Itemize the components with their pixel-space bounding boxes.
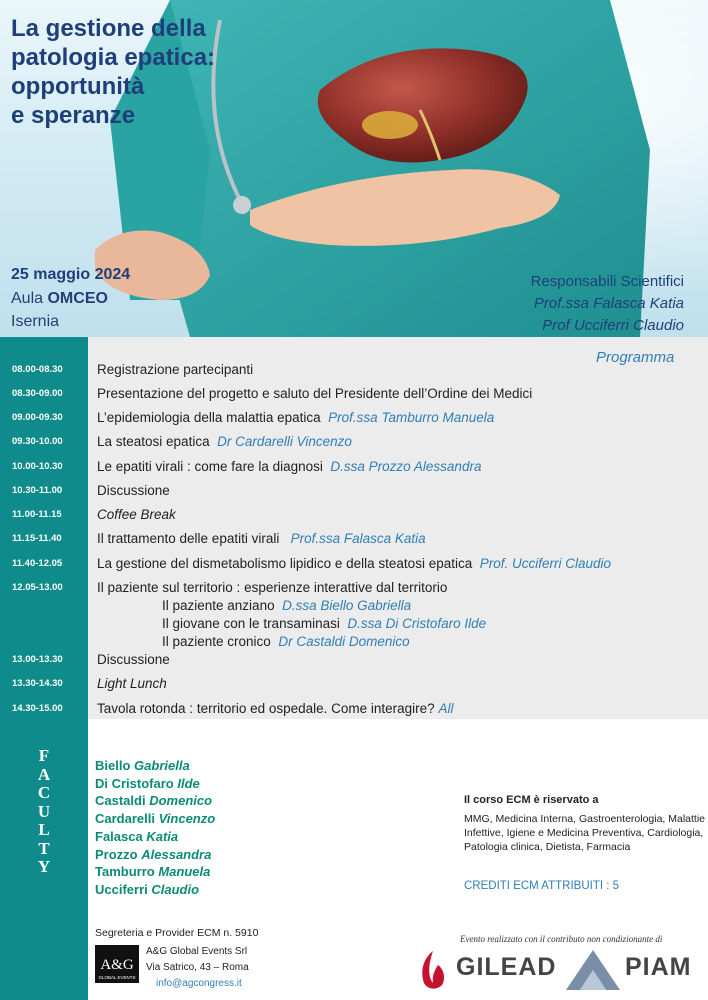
ag-logo-subtext: GLOBAL EVENTS	[98, 975, 136, 980]
program-time: 10.00-10.30	[12, 461, 63, 472]
event-venue	[11, 290, 108, 308]
faculty-list	[95, 757, 215, 899]
program-desc	[97, 556, 611, 571]
faculty-letter: C	[37, 783, 51, 802]
faculty-surname: Tamburro	[95, 864, 155, 880]
subitem-text: Il paziente anziano	[162, 598, 275, 613]
gilead-logo-text: GILEAD	[456, 953, 557, 981]
program-desc	[97, 386, 532, 401]
faculty-member	[95, 792, 215, 810]
program-text: Discussione	[97, 483, 170, 498]
program-desc	[97, 701, 453, 716]
provider-address: Via Satrico, 43 – Roma	[146, 962, 249, 973]
faculty-letter: T	[38, 838, 50, 858]
program-text: Il paziente sul territorio : esperienze interattive dal territorio	[97, 580, 448, 595]
faculty-surname: Falasca	[95, 828, 143, 844]
faculty-name: Claudio	[151, 881, 200, 897]
program-time: 09.00-09.30	[12, 412, 63, 423]
program-desc	[97, 483, 170, 498]
title-line: opportunità	[11, 73, 145, 100]
faculty-member	[95, 757, 215, 775]
program-time: 10.30-11.00	[12, 485, 63, 496]
ecm-audience: MMG, Medicina Interna, Gastroenterologia, Malattie Infettive, Igiene e Medicina Preventiva, Cardiologia, Patologia clinica, Dietista, Farmacia	[464, 813, 706, 854]
gilead-logo-icon	[418, 949, 448, 991]
faculty-surname: Biello	[95, 758, 131, 773]
ag-logo-text: A&G	[100, 957, 134, 973]
program-text: La gestione del dismetabolismo lipidico e della steatosi epatica	[97, 556, 473, 571]
subitem-speaker: Dr Castaldi Domenico	[278, 634, 410, 649]
program-text: Discussione	[97, 652, 170, 667]
piam-logo-text: PIAM	[625, 953, 692, 981]
hero-banner	[0, 0, 708, 337]
program-text: La steatosi epatica	[97, 434, 210, 449]
faculty-surname: Castaldi	[95, 793, 146, 809]
program-time: 11.15-11.40	[12, 533, 62, 544]
provider-label: Segreteria e Provider ECM n. 5910	[95, 927, 259, 939]
faculty-surname: Ucciferri	[95, 881, 148, 897]
program-time: 11.40-12.05	[12, 558, 63, 569]
program-time: 08.00-08.30	[12, 364, 63, 375]
program-text: Registrazione partecipanti	[97, 362, 254, 377]
faculty-member	[95, 810, 215, 828]
program-speaker: Prof.ssa Tamburro Manuela	[328, 410, 495, 425]
page-title	[11, 14, 241, 130]
program-time: 14.30-15.00	[12, 703, 63, 714]
faculty-name: Manuela	[158, 864, 211, 880]
provider-email-link[interactable]: info@agcongress.it	[156, 978, 242, 989]
faculty-letter: A	[37, 764, 51, 784]
faculty-letter: Y	[37, 857, 51, 876]
program-desc	[97, 362, 253, 377]
program-desc	[97, 580, 447, 595]
faculty-member	[95, 775, 215, 793]
program-speaker: Dr Cardarelli Vincenzo	[217, 434, 352, 449]
program-desc	[97, 459, 481, 474]
responsabile-name: Prof.ssa Falasca Katia	[533, 295, 684, 312]
faculty-name: Ilde	[177, 775, 200, 791]
faculty-surname: Di Cristofaro	[95, 775, 174, 791]
program-desc	[97, 434, 352, 449]
program-time: 08.30-09.00	[12, 388, 63, 399]
program-desc	[97, 531, 426, 546]
title-line: patologia epatica:	[11, 44, 216, 71]
program-text: Light Lunch	[97, 676, 167, 691]
program-text: Presentazione del progetto e saluto del Presidente dell’Ordine dei Medici	[97, 386, 533, 401]
provider-details	[146, 944, 249, 992]
ag-logo	[95, 945, 139, 983]
ag-logo-graphic	[95, 945, 139, 983]
faculty-member	[95, 846, 215, 864]
program-subitem	[162, 598, 411, 613]
faculty-name: Gabriella	[134, 758, 190, 773]
faculty-vertical-label	[36, 747, 52, 877]
program-time: 13.30-14.30	[12, 678, 63, 689]
program-time: 13.00-13.30	[12, 654, 63, 665]
venue-prefix: Aula	[11, 290, 44, 307]
faculty-name: Domenico	[149, 793, 213, 809]
faculty-member	[95, 828, 215, 846]
sponsor-note: Evento realizzato con il contributo non condizionante di	[460, 934, 663, 944]
event-date: 25 maggio 2024	[11, 266, 131, 283]
program-desc	[97, 507, 176, 522]
faculty-name: Katia	[146, 828, 179, 844]
program-time: 09.30-10.00	[12, 436, 63, 447]
program-desc	[97, 652, 170, 667]
program-time: 11.00-11.15	[12, 509, 62, 520]
subitem-speaker: D.ssa Di Cristofaro Ilde	[347, 616, 487, 631]
provider-company: A&G Global Events Srl	[146, 946, 248, 957]
program-text: L’epidemiologia della malattia epatica	[97, 410, 321, 425]
program-time: 12.05-13.00	[12, 582, 63, 593]
program-desc	[97, 676, 167, 691]
title-line: e speranze	[11, 102, 136, 129]
program-text: Le epatiti virali : come fare la diagnosi	[97, 459, 323, 474]
program-subitem	[162, 616, 486, 631]
event-city: Isernia	[11, 313, 60, 330]
program-speaker: Prof. Ucciferri Claudio	[479, 556, 612, 571]
faculty-letter: F	[38, 746, 50, 765]
ecm-title: Il corso ECM è riservato a	[464, 794, 599, 806]
ecm-credits: CREDITI ECM ATTRIBUITI : 5	[464, 880, 620, 892]
venue-name: OMCEO	[47, 290, 108, 307]
faculty-surname: Cardarelli	[95, 811, 155, 827]
responsabile-name: Prof Ucciferri Claudio	[542, 317, 684, 334]
subitem-text: Il giovane con le transaminasi	[162, 616, 340, 631]
faculty-name: Vincenzo	[158, 811, 216, 827]
program-speaker: D.ssa Prozzo Alessandra	[330, 459, 482, 474]
faculty-surname: Prozzo	[95, 846, 138, 862]
faculty-letter: L	[38, 820, 50, 839]
faculty-letter: U	[37, 801, 51, 821]
program-subitem	[162, 634, 410, 649]
program-desc	[97, 410, 494, 425]
faculty-name: Alessandra	[141, 846, 212, 862]
program-speaker: All	[438, 701, 454, 716]
faculty-member	[95, 881, 215, 899]
title-line: La gestione della	[11, 15, 206, 42]
responsabili-label: Responsabili Scientifici	[530, 273, 684, 290]
program-speaker: Prof.ssa Falasca Katia	[290, 531, 426, 546]
responsabili-block	[531, 271, 684, 337]
program-text: Il trattamento delle epatiti virali	[97, 531, 280, 546]
program-text: Coffee Break	[97, 507, 176, 522]
program-label: Programma	[596, 349, 675, 366]
subitem-speaker: D.ssa Biello Gabriella	[282, 598, 412, 613]
program-text: Tavola rotonda : territorio ed ospedale. Come interagire?	[97, 701, 435, 716]
piam-logo-icon	[564, 948, 622, 992]
subitem-text: Il paziente cronico	[162, 634, 271, 649]
faculty-member	[95, 863, 215, 881]
